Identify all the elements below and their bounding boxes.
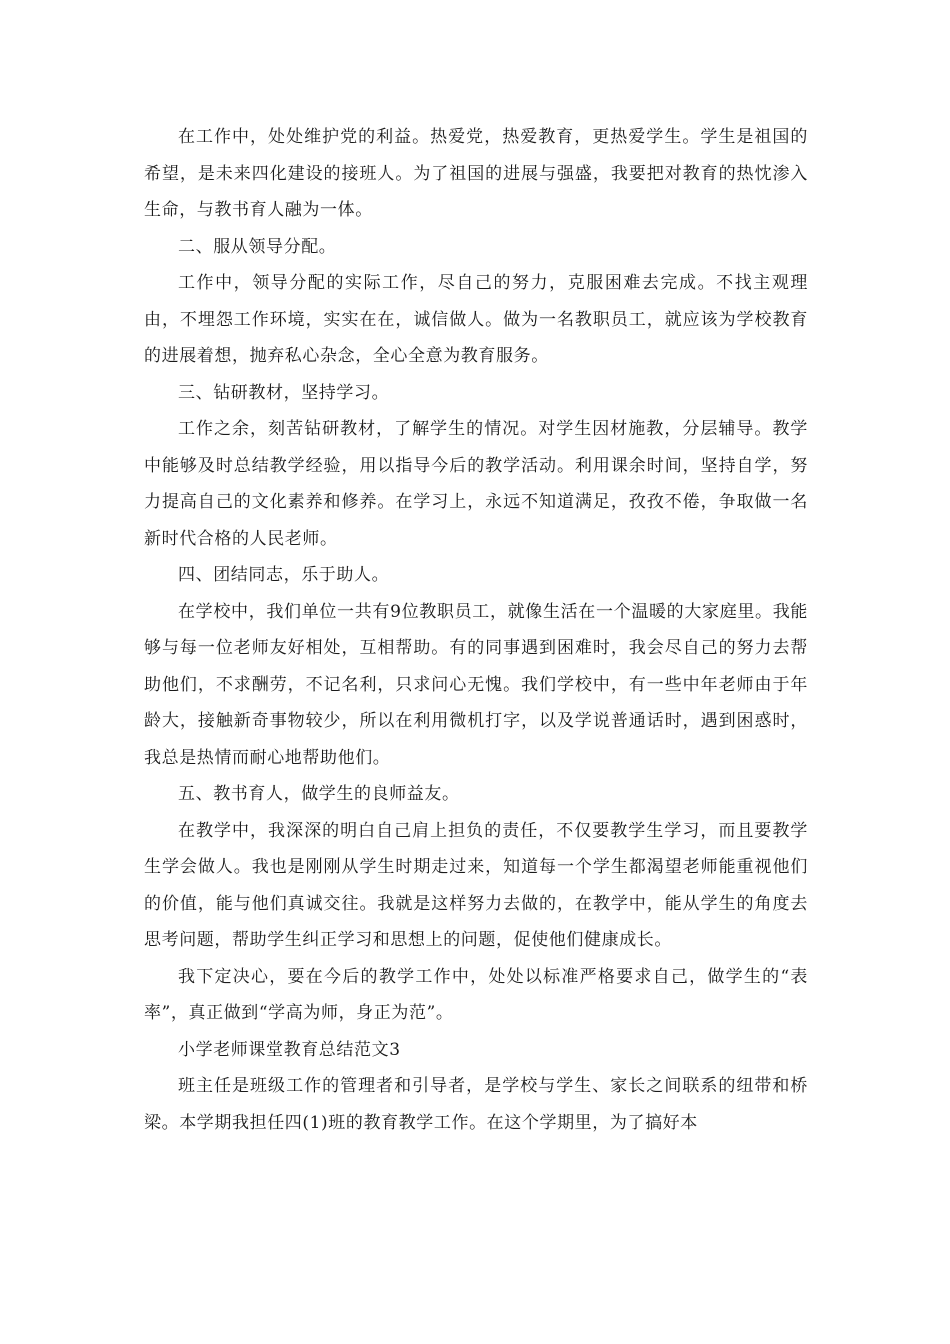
paragraph-study-materials: 工作之余，刻苦钻研教材，了解学生的情况。对学生因材施教，分层辅导。教学中能够及时总结教学经验，用以指导今后的教学活动。利用课余时间，坚持自学，努力提高自己的文化素养和修养。在学习上，永远不知道满足，孜孜不倦，争取做一名新时代合格的人民老师。 — [144, 419, 808, 549]
section-title-sample-3: 小学老师课堂教育总结范文3 — [178, 1039, 401, 1060]
paragraph-unite-colleagues: 在学校中，我们单位一共有9位教职员工，就像生活在一个温暖的大家庭里。我能够与每一位老师友好相处，互相帮助。有的同事遇到困难时，我会尽自己的努力去帮助他们，不求酬劳，不记名利，只求问心无愧。我们学校中，有一些中年老师由于年龄大，接触新奇事物较少，所以在利用微机打字，以及学说普通话时，遇到困惑时，我总是热情而耐心地帮助他们。 — [144, 601, 808, 768]
paragraph-resolution: 我下定决心，要在今后的教学工作中，处处以标准严格要求自己，做学生的“表率”，真正做到“学高为师，身正为范”。 — [144, 966, 808, 1023]
paragraph-teach-and-educate: 在教学中，我深深的明白自己肩上担负的责任，不仅要教学生学习，而且要教学生学会做人。我也是刚刚从学生时期走过来，知道每一个学生都渴望老师能重视他们的价值，能与他们真诚交往。我就是这样努力去做的，在教学中，能从学生的角度去思考问题，帮助学生纠正学习和思想上的问题，促使他们健康成长。 — [144, 820, 808, 950]
paragraph-party-interest: 在工作中，处处维护党的利益。热爱党，热爱教育，更热爱学生。学生是祖国的希望，是未来四化建设的接班人。为了祖国的进展与强盛，我要把对教育的热忱渗入生命，与教书育人融为一体。 — [144, 127, 808, 220]
heading-obey-leadership: 二、服从领导分配。 — [178, 236, 337, 257]
heading-teach-and-educate: 五、教书育人，做学生的良师益友。 — [178, 784, 460, 804]
heading-study-materials: 三、钻研教材，坚持学习。 — [178, 382, 390, 403]
paragraph-class-teacher: 班主任是班级工作的管理者和引导者，是学校与学生、家长之间联系的纽带和桥梁。本学期我担任四(1)班的教育教学工作。在这个学期里，为了搞好本 — [144, 1076, 808, 1133]
paragraph-obey-leadership: 工作中，领导分配的实际工作，尽自己的努力，克服困难去完成。不找主观理由，不埋怨工作环境，实实在在，诚信做人。做为一名教职员工，就应该为学校教育的进展着想，抛弃私心杂念，全心全意为教育服务。 — [144, 273, 808, 366]
heading-unite-colleagues: 四、团结同志，乐于助人。 — [178, 565, 390, 585]
document-body — [144, 119, 808, 1141]
